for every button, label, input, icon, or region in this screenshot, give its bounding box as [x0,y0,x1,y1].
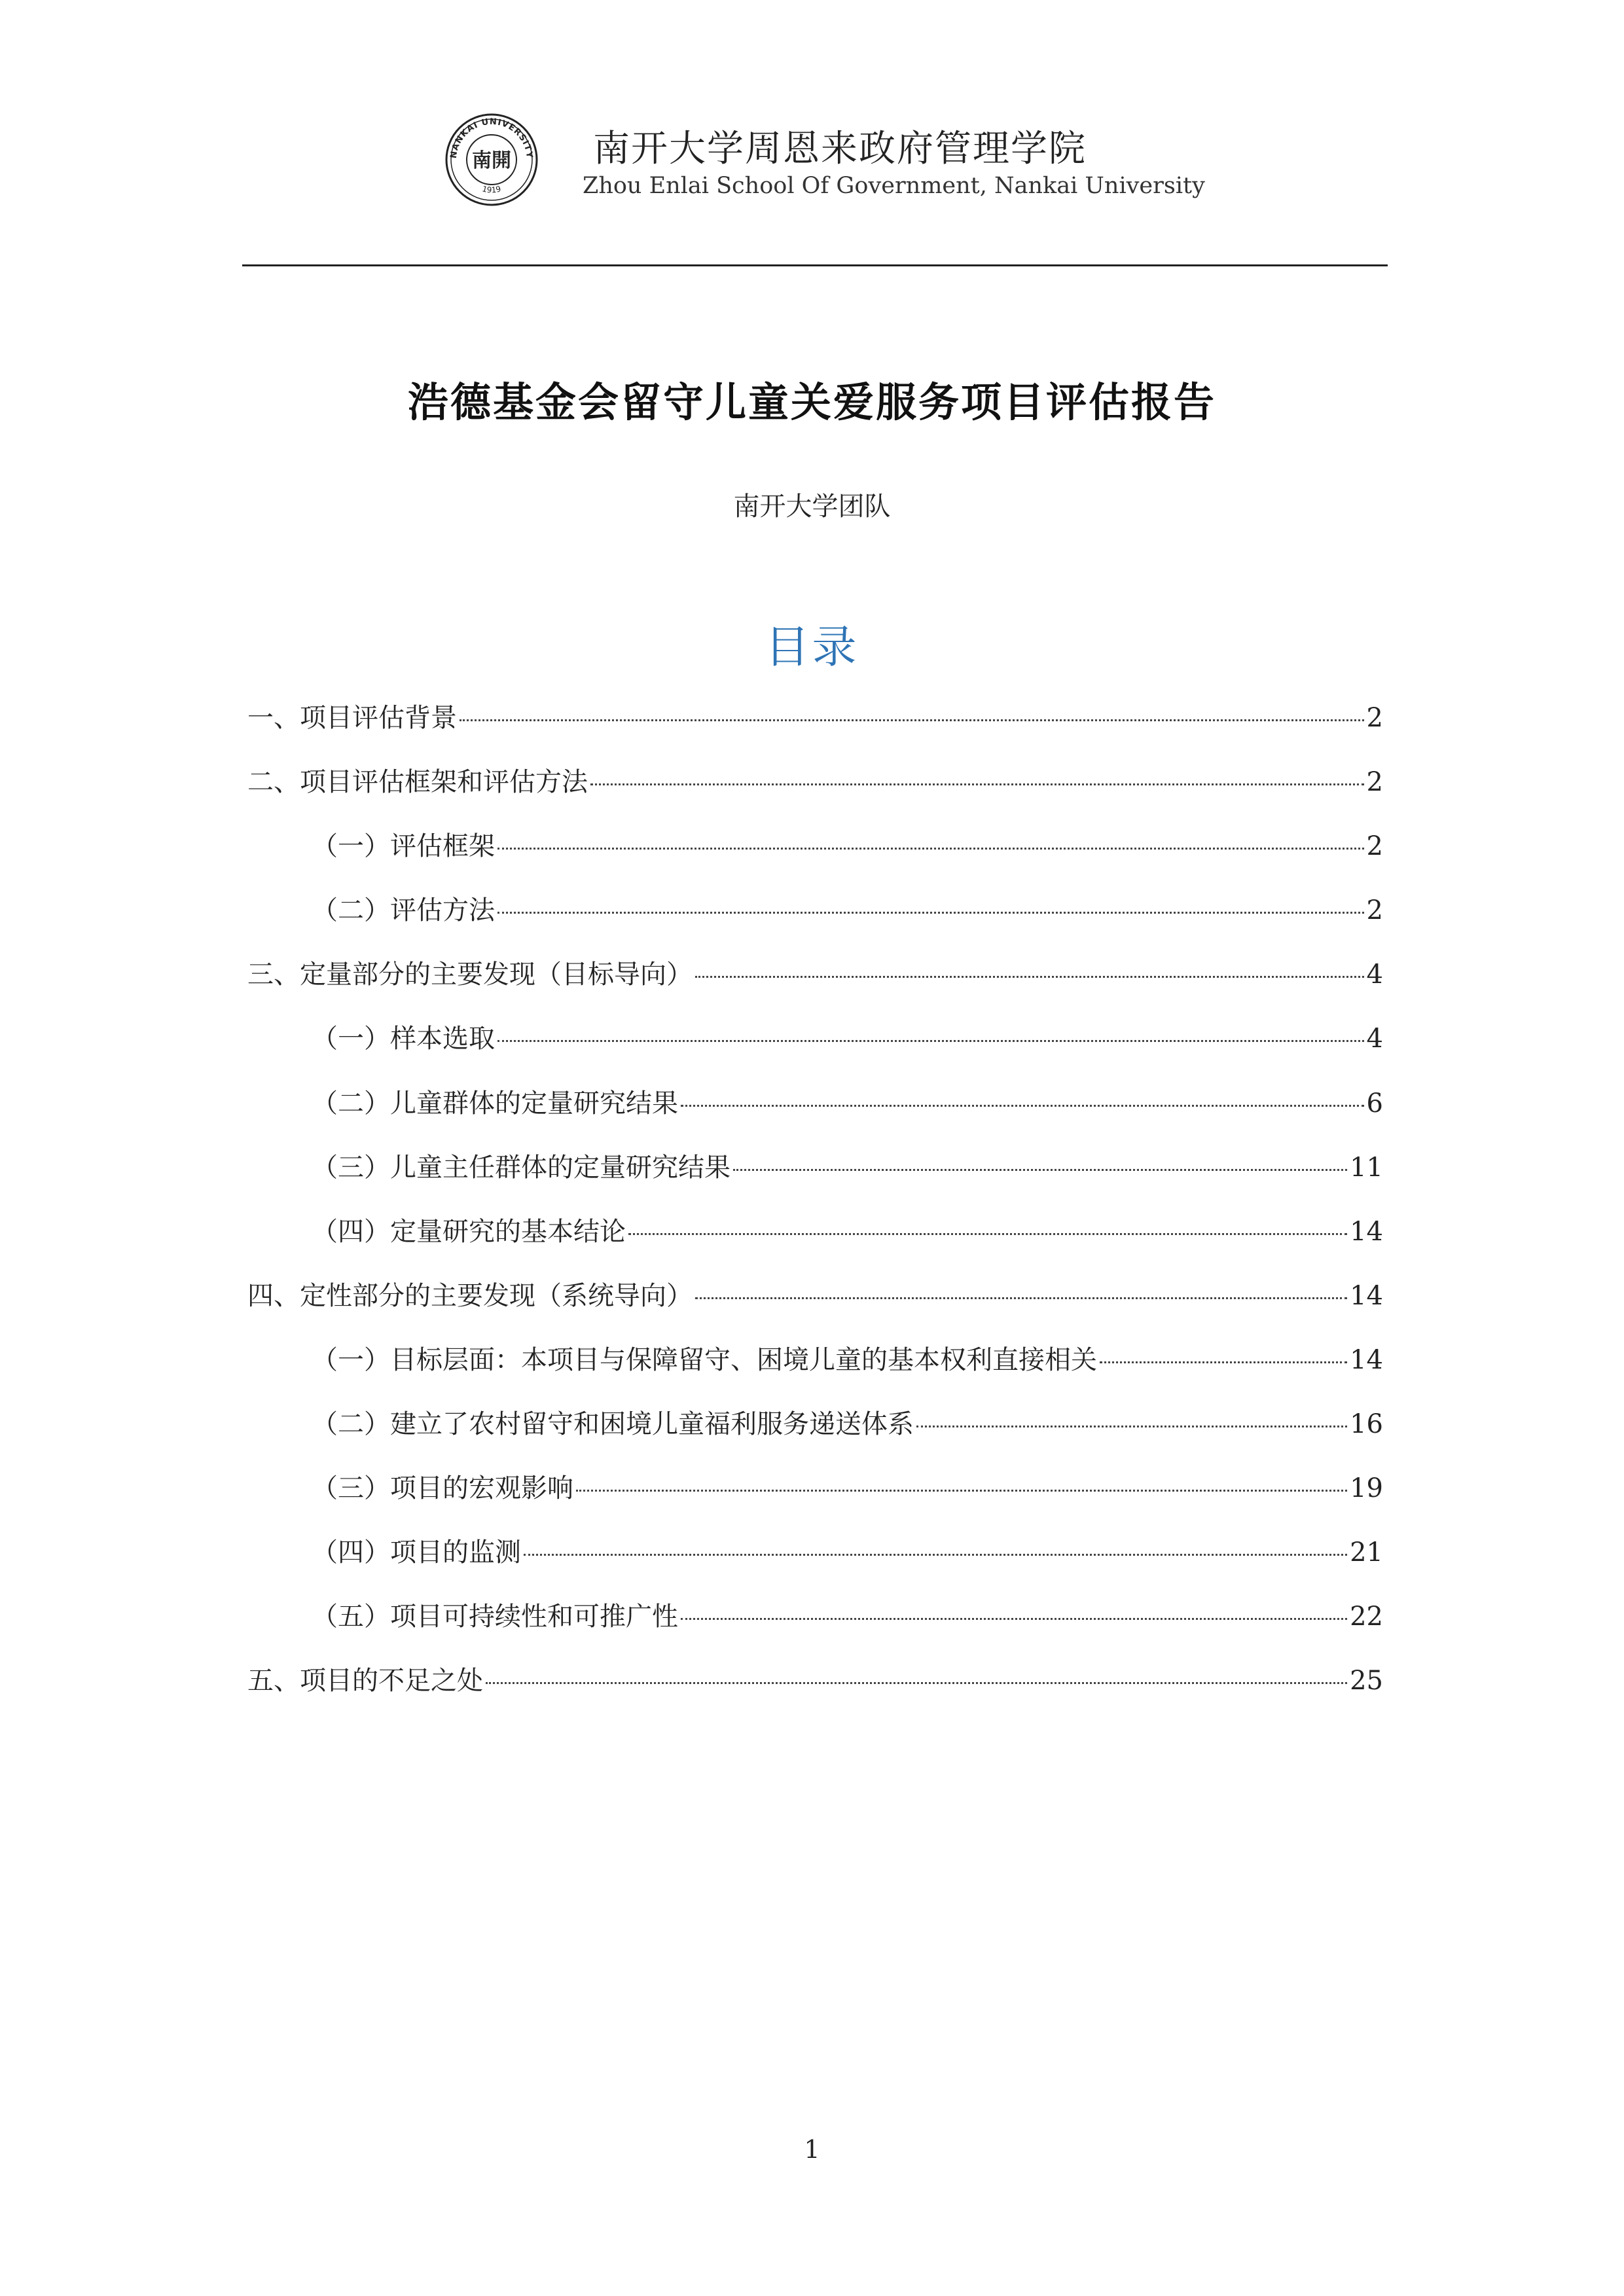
toc-entry-page: 16 [1350,1409,1383,1440]
toc-entry-page: 2 [1366,895,1383,926]
toc-entry[interactable] [247,950,1383,1014]
toc-leader-dots [695,1297,1347,1299]
institution-name-en: Zhou Enlai School Of Government, Nankai University [583,173,1205,199]
seal-center-text: 南開 [472,149,511,172]
toc-entry[interactable] [247,1208,1383,1272]
university-seal-icon [445,113,538,206]
toc-leader-dots [590,783,1364,785]
toc-heading: 目录 [765,622,859,673]
toc-leader-dots [486,1682,1347,1684]
toc-entry-label: 一、项目评估背景 [247,703,457,733]
toc-entry-page: 2 [1366,767,1383,798]
toc-entry[interactable] [247,1014,1383,1079]
toc-entry-page: 14 [1350,1280,1383,1311]
toc-entry-page: 14 [1350,1216,1383,1247]
toc-entry[interactable] [247,886,1383,950]
toc-entry-label: （三）儿童主任群体的定量研究结果 [312,1152,731,1183]
toc-entry[interactable] [247,1079,1383,1143]
toc-entry[interactable] [247,1272,1383,1336]
toc-entry-label: （三）项目的宏观影响 [312,1473,573,1504]
toc-entry-label: （一）目标层面：本项目与保障留守、困境儿童的基本权利直接相关 [312,1344,1097,1375]
toc-entry-page: 25 [1350,1666,1383,1696]
toc-entry-label: 五、项目的不足之处 [247,1666,483,1696]
toc-entry-label: （二）儿童群体的定量研究结果 [312,1088,678,1119]
toc-entry-label: 四、定性部分的主要发现（系统导向） [247,1280,693,1311]
toc-leader-dots [916,1426,1347,1427]
toc-leader-dots [681,1618,1347,1620]
toc-leader-dots [733,1169,1347,1171]
toc-entry-page: 4 [1366,960,1383,990]
toc-leader-dots [524,1554,1347,1556]
toc-entry[interactable] [247,1464,1383,1528]
toc-leader-dots [497,912,1364,914]
toc-entry-label: （一）评估框架 [312,831,495,862]
toc-leader-dots [497,848,1364,850]
toc-entry[interactable] [247,1657,1383,1721]
toc-entry[interactable] [247,1143,1383,1208]
toc-leader-dots [460,719,1364,721]
institution-name-cn: 南开大学周恩来政府管理学院 [593,128,1087,170]
header-divider [242,264,1388,266]
toc-entry-label: （一）样本选取 [312,1024,495,1054]
toc-entry[interactable] [247,1336,1383,1400]
table-of-contents [247,694,1383,1721]
toc-entry-label: 三、定量部分的主要发现（目标导向） [247,960,693,990]
toc-leader-dots [497,1040,1364,1042]
toc-entry[interactable] [247,822,1383,886]
toc-entry-label: （四）项目的监测 [312,1537,521,1568]
toc-leader-dots [681,1105,1364,1107]
toc-leader-dots [576,1490,1347,1492]
toc-entry-label: 二、项目评估框架和评估方法 [247,767,588,798]
toc-entry[interactable] [247,758,1383,822]
report-author: 南开大学团队 [733,492,891,522]
seal-ring-text: NANKAI UNIVERSITY [448,117,535,159]
toc-entry-page: 4 [1366,1024,1383,1054]
toc-leader-dots [1100,1361,1347,1363]
report-title: 浩德基金会留守儿童关爱服务项目评估报告 [407,378,1216,426]
toc-leader-dots [695,976,1364,978]
toc-entry-label: （五）项目可持续性和可推广性 [312,1602,678,1632]
toc-entry-page: 19 [1350,1473,1383,1504]
toc-entry-label: （二）评估方法 [312,895,495,926]
toc-entry-page: 21 [1350,1537,1383,1568]
toc-entry-label: （二）建立了农村留守和困境儿童福利服务递送体系 [312,1409,914,1440]
toc-entry[interactable] [247,1592,1383,1657]
toc-entry[interactable] [247,1528,1383,1592]
page-number: 1 [804,2135,820,2164]
page-header [445,108,1231,213]
toc-entry-page: 22 [1350,1602,1383,1632]
toc-leader-dots [628,1233,1347,1235]
toc-entry-page: 2 [1366,703,1383,733]
toc-entry[interactable] [247,694,1383,758]
toc-entry-page: 6 [1366,1088,1383,1119]
toc-entry-label: （四）定量研究的基本结论 [312,1216,626,1247]
toc-entry-page: 2 [1366,831,1383,862]
seal-year: 1919 [481,184,502,195]
toc-entry-page: 11 [1350,1152,1383,1183]
toc-entry-page: 14 [1350,1344,1383,1375]
toc-entry[interactable] [247,1400,1383,1464]
